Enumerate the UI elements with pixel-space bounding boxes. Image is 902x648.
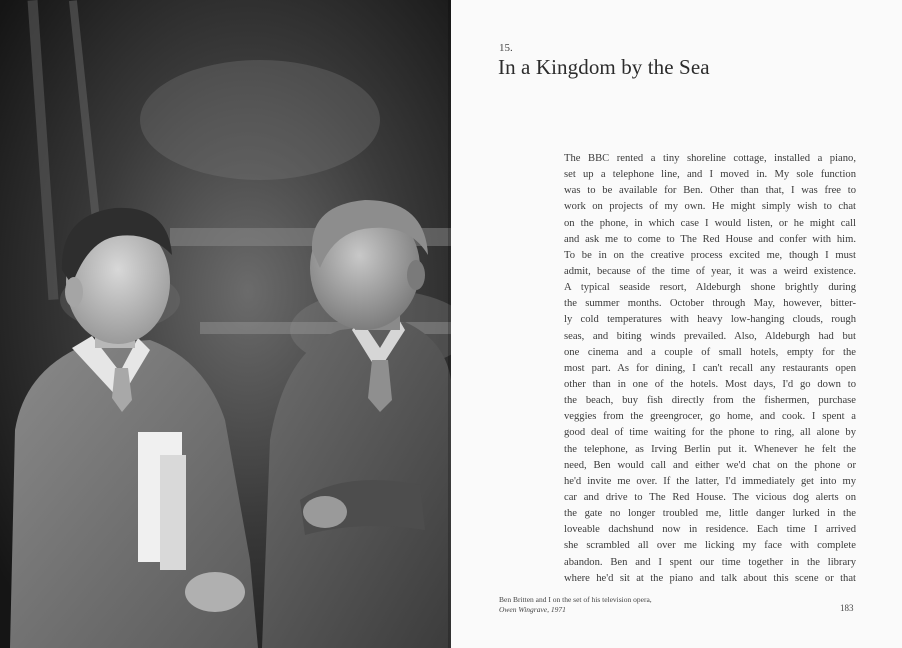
body-line: was to be available for Ben. Other than that, I was free to: [564, 185, 856, 197]
body-line: one cinema and a couple of small hotels, empty for the: [564, 346, 856, 358]
body-line: loveable dachshund now in residence. Each time I arrived: [564, 524, 856, 536]
body-line: where he'd sit at the piano and talk about this scene or that: [564, 572, 856, 584]
body-text: [564, 151, 856, 587]
chapter-title: In a Kingdom by the Sea: [498, 55, 710, 79]
chapter-number: 15.: [499, 42, 513, 54]
body-line: work on projects of my own. He might simply wish to chat: [564, 201, 856, 213]
body-line: she scrambled all over me licking my face with complete: [564, 540, 856, 552]
photo-caption: [499, 595, 652, 615]
body-line: car and drive to The Red House. The vicious dog alerts on: [564, 491, 856, 503]
body-line: the gate no longer troubled me, little danger lurked in the: [564, 508, 856, 520]
body-line: good deal of time waiting for the phone to ring, all alone by: [564, 427, 856, 439]
body-line: the beach, buy fish directly from the fishermen, purchase: [564, 395, 856, 407]
body-line: veggies from the greengrocer, go home, and cook. I spent a: [564, 411, 856, 423]
body-line: need, Ben would call and either we'd chat on the phone or: [564, 459, 856, 471]
body-line: and ask me to come to The Red House and confer with him.: [564, 233, 856, 245]
body-line: The BBC rented a tiny shoreline cottage, installed a piano,: [564, 153, 856, 164]
caption-line: Ben Britten and I on the set of his television opera,: [499, 595, 652, 604]
body-line: seas, and biting winds prevailed. Also, Aldeburgh had but: [564, 330, 856, 342]
body-line: on the phone, in which case I would listen, or he might call: [564, 217, 856, 229]
body-line: the summer months. October through May, however, bitter-: [564, 298, 856, 310]
body-line: set up a telephone line, and I moved in. My sole function: [564, 169, 856, 181]
body-line: most part. As for dining, I can't recall any restaurants open: [564, 362, 856, 374]
text-page: [451, 0, 902, 648]
body-line: To be in on the creative process excited me, though I must: [564, 249, 856, 261]
body-line: he'd invite me over. If the latter, I'd immediately get into my: [564, 475, 856, 487]
body-line: abandon. Ben and I spent our time together in the library: [564, 556, 856, 568]
body-line: A typical seaside resort, Aldeburgh shone brightly during: [564, 282, 856, 294]
caption-line-italic: Owen Wingrave, 1971: [499, 605, 566, 614]
body-line: the telephone, as Irving Berlin put it. Whenever he felt the: [564, 443, 856, 455]
body-line: admit, because of the time of year, it was a weird existence.: [564, 265, 856, 277]
body-line: other than in one of the hotels. Most days, I'd go down to: [564, 378, 856, 390]
page-number: 183: [840, 603, 854, 613]
body-line: ly cold temperatures with heavy low-hanging clouds, rough: [564, 314, 856, 326]
background-light-patch: [140, 60, 380, 180]
